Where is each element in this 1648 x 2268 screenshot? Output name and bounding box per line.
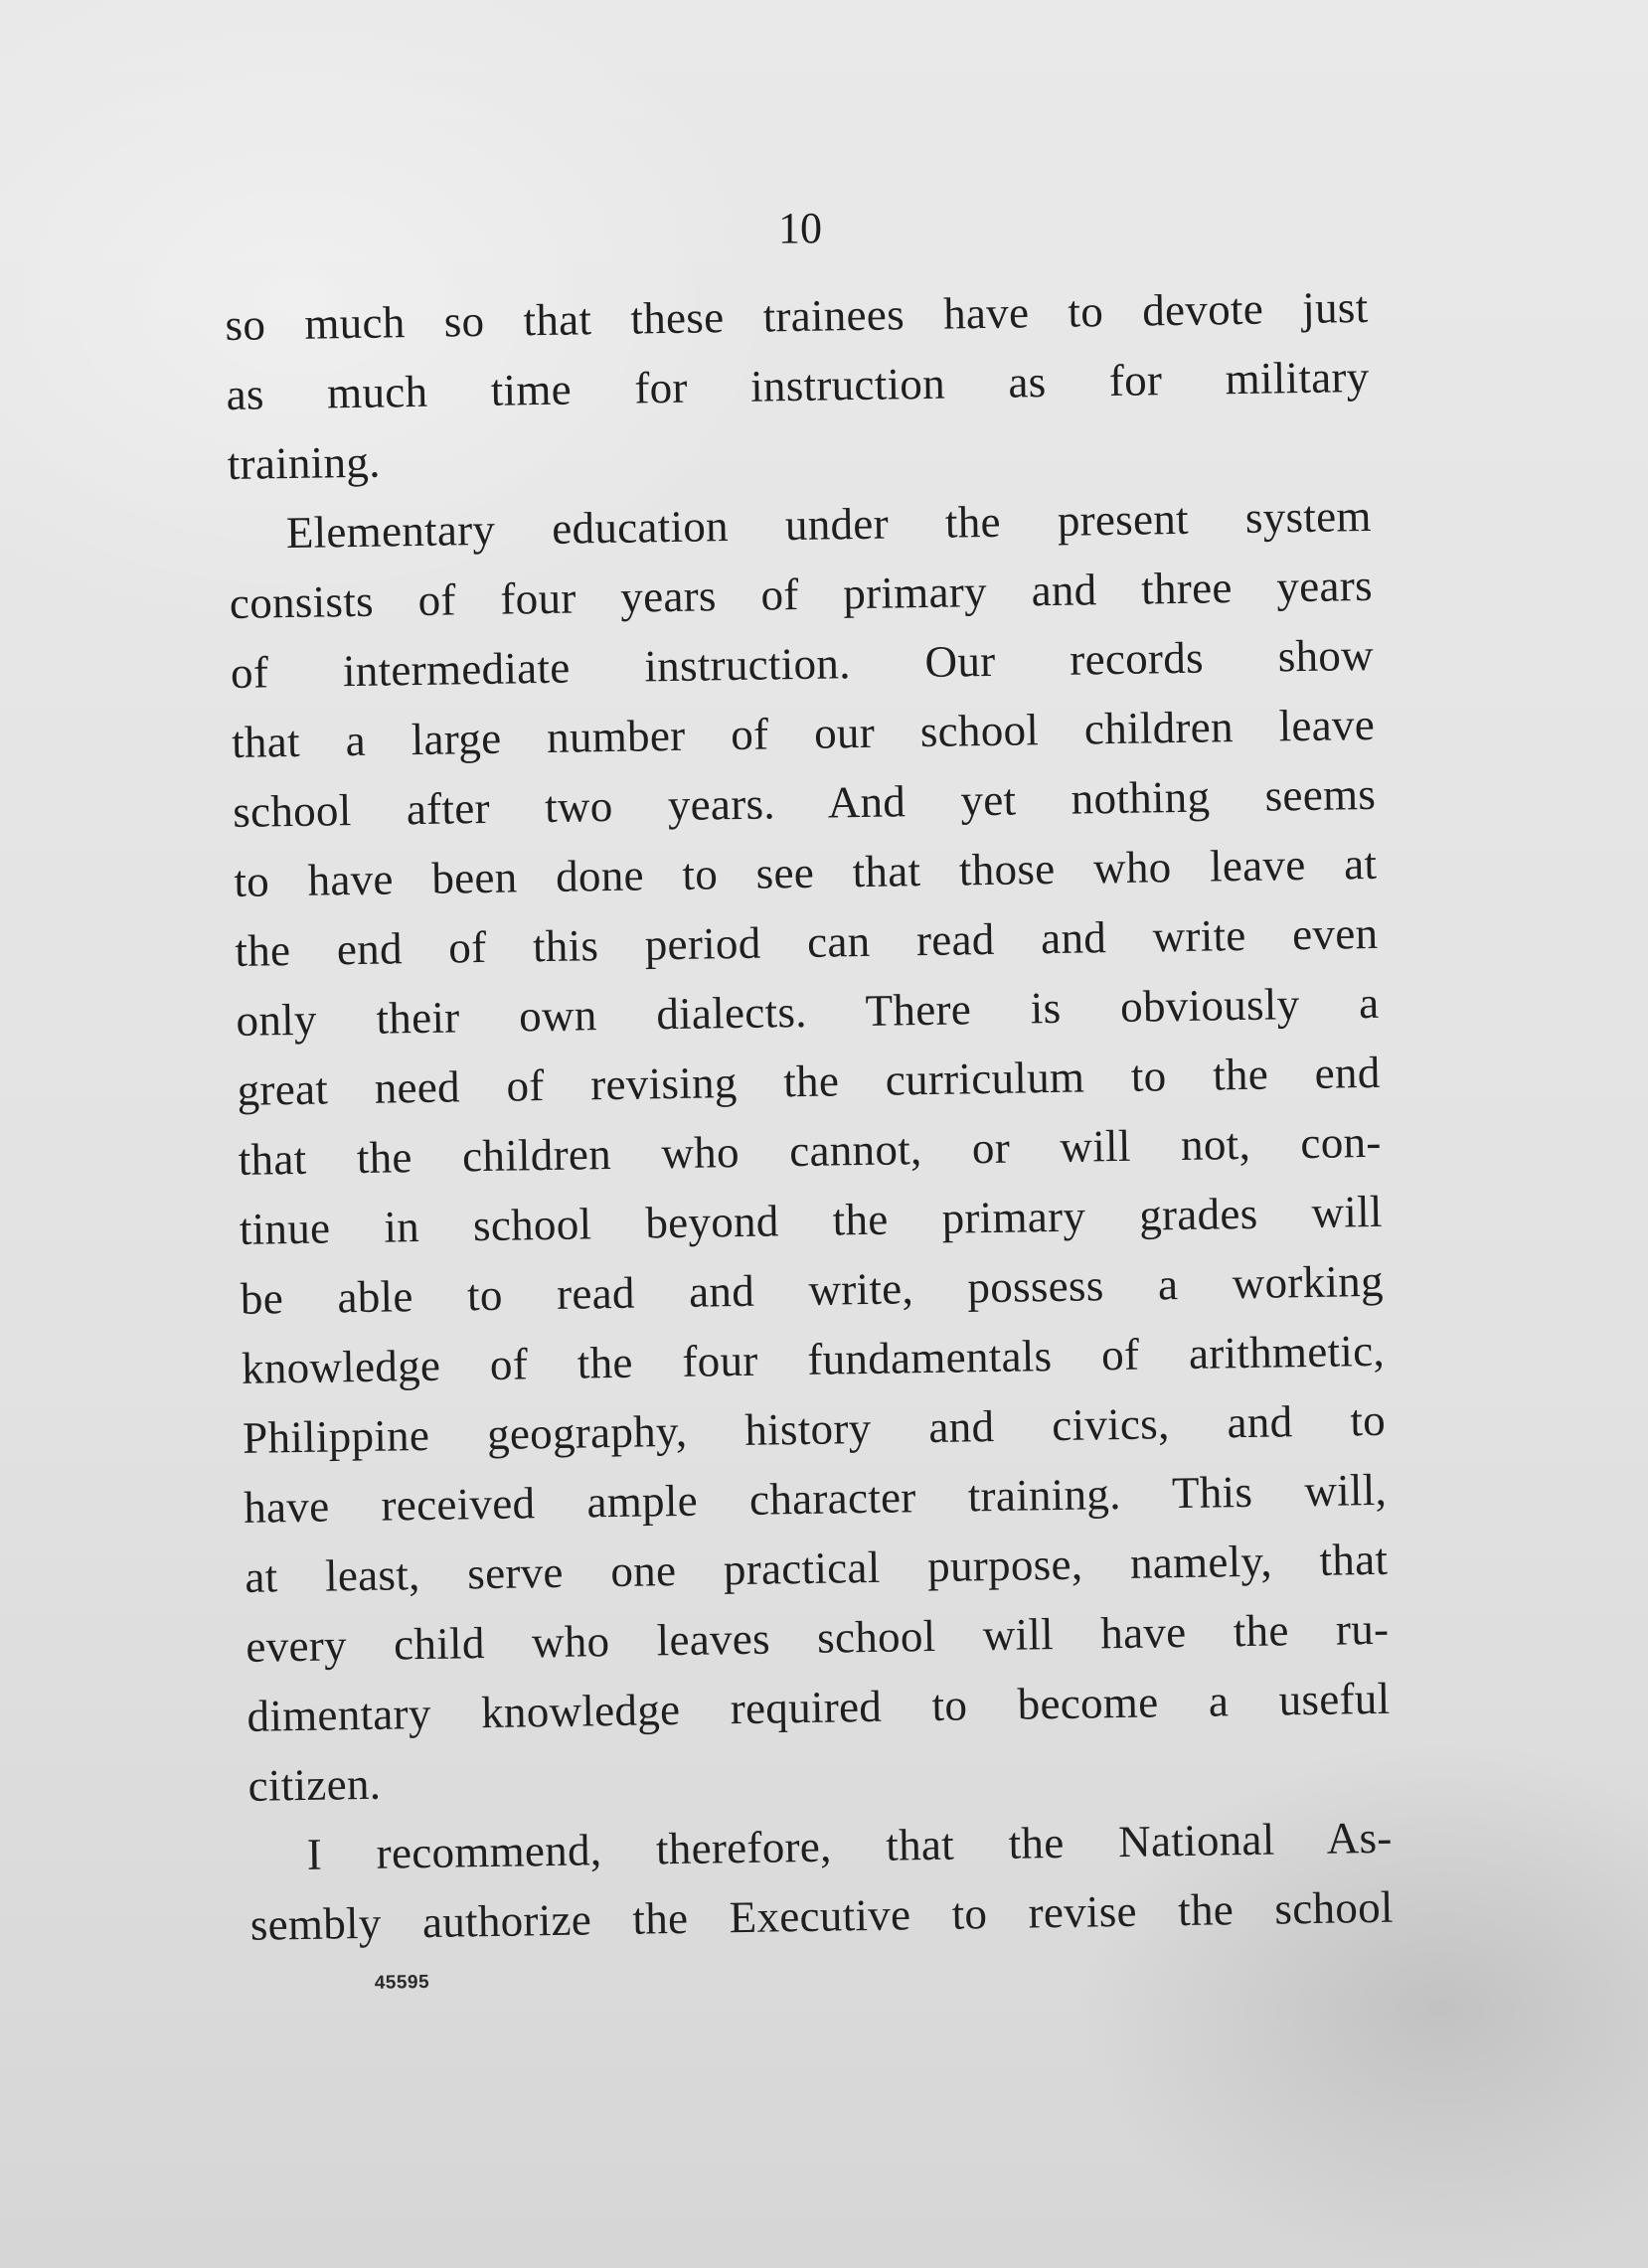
- text-line: every child who leaves school will have the ru-: [246, 1603, 1390, 1672]
- text-line: of intermediate instruction. Our records show: [230, 629, 1375, 698]
- text-line: so much so that these trainees have to devote just: [225, 281, 1369, 350]
- text-line: training.: [227, 436, 382, 489]
- text-line: the end of this period can read and write even: [235, 907, 1379, 976]
- text-line: Philippine geography, history and civics, and to: [242, 1394, 1387, 1463]
- text-line: Elementary education under the present system: [285, 490, 1373, 559]
- text-line: knowledge of the four fundamentals of arithmetic,: [241, 1325, 1386, 1393]
- text-line: dimentary knowledge required to become a useful: [247, 1673, 1391, 1741]
- page-number: 10: [778, 204, 822, 252]
- printer-code: 45595: [374, 1971, 430, 1994]
- text-line: citizen.: [247, 1758, 382, 1811]
- text-line: to have been done to see that those who leave at: [233, 838, 1378, 906]
- text-line: consists of four years of primary and three years: [229, 560, 1374, 628]
- text-line: as much time for instruction as for military: [226, 351, 1370, 419]
- paragraph-2: [228, 481, 1392, 1821]
- paragraph-1: [225, 272, 1371, 499]
- text-line: at least, serve one practical purpose, namely, that: [244, 1534, 1389, 1602]
- text-line: that a large number of our school children leave: [231, 699, 1376, 767]
- text-line: have received ample character training. This will,: [243, 1464, 1388, 1533]
- text-line: sembly authorize the Executive to revise the school: [249, 1881, 1395, 1950]
- body-text: [225, 272, 1395, 1998]
- text-line: only their own dialects. There is obviously a: [236, 977, 1380, 1046]
- text-line: that the children who cannot, or will not, con-: [238, 1116, 1382, 1185]
- paragraph-3: [248, 1803, 1394, 1960]
- text-line: great need of revising the curriculum to the end: [237, 1047, 1381, 1115]
- text-line: school after two years. And yet nothing seems: [232, 768, 1377, 837]
- text-line: be able to read and write, possess a working: [240, 1255, 1385, 1324]
- text-line: I recommend, therefore, that the National As-: [306, 1812, 1393, 1879]
- text-line: tinue in school beyond the primary grades will: [239, 1186, 1384, 1254]
